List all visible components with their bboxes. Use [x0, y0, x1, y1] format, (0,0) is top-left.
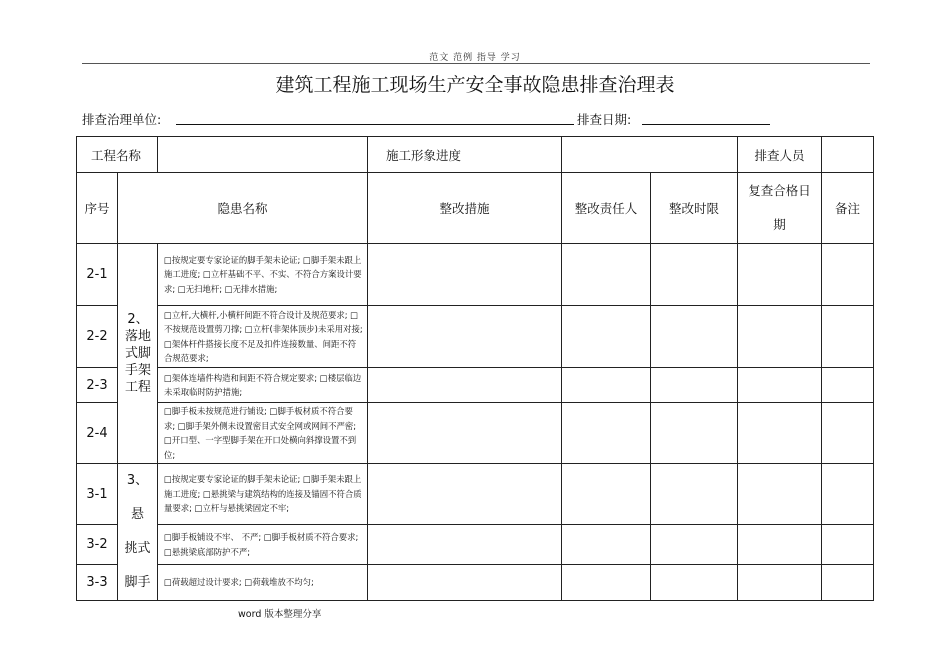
header-rule	[82, 63, 870, 64]
measure-cell[interactable]	[368, 244, 562, 306]
responsible-cell[interactable]	[562, 464, 651, 525]
header-deadline: 整改时限	[651, 173, 738, 244]
deadline-cell[interactable]	[651, 464, 738, 525]
hazard-text: □架体连墙件构造和间距不符合规定要求; □楼层临边未采取临时防护措施;	[158, 368, 368, 403]
hazard-text: □按规定要专家论证的脚手架未论证; □脚手架未跟上施工进度; □立杆基础不平、不实、不符合方案设计要求; □无扫地杆; □无排水措施;	[158, 244, 368, 306]
responsible-cell[interactable]	[562, 368, 651, 403]
deadline-cell[interactable]	[651, 306, 738, 368]
unit-field-line[interactable]	[176, 124, 574, 125]
deadline-cell[interactable]	[651, 525, 738, 564]
hazard-text: □按规定要专家论证的脚手架未论证; □脚手架未跟上施工进度; □悬挑梁与建筑结构的连接及锚固不符合质量要求; □立杆与悬挑梁固定不牢;	[158, 464, 368, 525]
row-number: 2-3	[77, 368, 118, 403]
deadline-cell[interactable]	[651, 564, 738, 600]
deadline-cell[interactable]	[651, 403, 738, 464]
page-footer: word 版本整理分享	[238, 609, 322, 620]
header-remark: 备注	[822, 173, 874, 244]
remark-cell[interactable]	[822, 368, 874, 403]
project-name-label: 工程名称	[77, 137, 158, 173]
remark-cell[interactable]	[822, 525, 874, 564]
recheck-cell[interactable]	[738, 564, 822, 600]
date-field-line[interactable]	[642, 124, 770, 125]
measure-cell[interactable]	[368, 403, 562, 464]
progress-label: 施工形象进度	[368, 137, 562, 173]
remark-cell[interactable]	[822, 564, 874, 600]
remark-cell[interactable]	[822, 244, 874, 306]
responsible-cell[interactable]	[562, 403, 651, 464]
remark-cell[interactable]	[822, 464, 874, 525]
table-row	[77, 403, 874, 464]
recheck-cell[interactable]	[738, 244, 822, 306]
table-row	[77, 564, 874, 600]
recheck-cell[interactable]	[738, 464, 822, 525]
inspector-label: 排查人员	[738, 137, 822, 173]
hazard-text: □脚手板铺设不牢、 不严; □脚手板材质不符合要求; □悬挑梁底部防护不严;	[158, 525, 368, 564]
row-number: 2-4	[77, 403, 118, 464]
responsible-cell[interactable]	[562, 306, 651, 368]
table-row	[77, 525, 874, 564]
measure-cell[interactable]	[368, 525, 562, 564]
unit-label: 排查治理单位:	[82, 112, 162, 127]
header-responsible: 整改责任人	[562, 173, 651, 244]
hazard-text: □荷载超过设计要求; □荷载堆放不均匀;	[158, 564, 368, 600]
remark-cell[interactable]	[822, 306, 874, 368]
header-seq: 序号	[77, 173, 118, 244]
inspector-value[interactable]	[822, 137, 874, 173]
row-number: 3-1	[77, 464, 118, 525]
header-recheck: 复查合格日 期	[738, 173, 822, 244]
document-title: 建筑工程施工现场生产安全事故隐患排查治理表	[275, 74, 675, 96]
measure-cell[interactable]	[368, 564, 562, 600]
table-row	[77, 306, 874, 368]
deadline-cell[interactable]	[651, 244, 738, 306]
responsible-cell[interactable]	[562, 525, 651, 564]
responsible-cell[interactable]	[562, 564, 651, 600]
recheck-cell[interactable]	[738, 368, 822, 403]
hazard-table	[76, 136, 874, 601]
deadline-cell[interactable]	[651, 368, 738, 403]
header-measure: 整改措施	[368, 173, 562, 244]
recheck-cell[interactable]	[738, 525, 822, 564]
recheck-cell[interactable]	[738, 403, 822, 464]
table-row	[77, 368, 874, 403]
responsible-cell[interactable]	[562, 244, 651, 306]
table-row	[77, 244, 874, 306]
progress-value[interactable]	[562, 137, 738, 173]
hazard-text: □立杆,大横杆,小横杆间距不符合设计及规范要求; □不按规范设置剪刀撑; □立杆(非架体顶步)未采用对接; □架体杆件搭接长度不足及扣件连接数量、间距不符合规范要求;	[158, 306, 368, 368]
measure-cell[interactable]	[368, 306, 562, 368]
date-label: 排查日期:	[577, 112, 632, 127]
header-hazard: 隐患名称	[118, 173, 368, 244]
recheck-cell[interactable]	[738, 306, 822, 368]
table-row	[77, 464, 874, 525]
measure-cell[interactable]	[368, 464, 562, 525]
row-number: 3-3	[77, 564, 118, 600]
category-cell: 3、悬 挑式 脚手	[118, 464, 158, 601]
measure-cell[interactable]	[368, 368, 562, 403]
hazard-text: □脚手板未按规范进行铺设; □脚手板材质不符合要求; □脚手架外侧未设置密目式安全网或网间不严密; □开口型、一字型脚手架在开口处横向斜撑设置不到位;	[158, 403, 368, 464]
row-number: 2-1	[77, 244, 118, 306]
project-name-value[interactable]	[158, 137, 368, 173]
remark-cell[interactable]	[822, 403, 874, 464]
row-number: 2-2	[77, 306, 118, 368]
category-cell: 2、落地式脚手架工程	[118, 244, 158, 464]
row-number: 3-2	[77, 525, 118, 564]
page-header: 范文 范例 指导 学习	[429, 53, 521, 63]
